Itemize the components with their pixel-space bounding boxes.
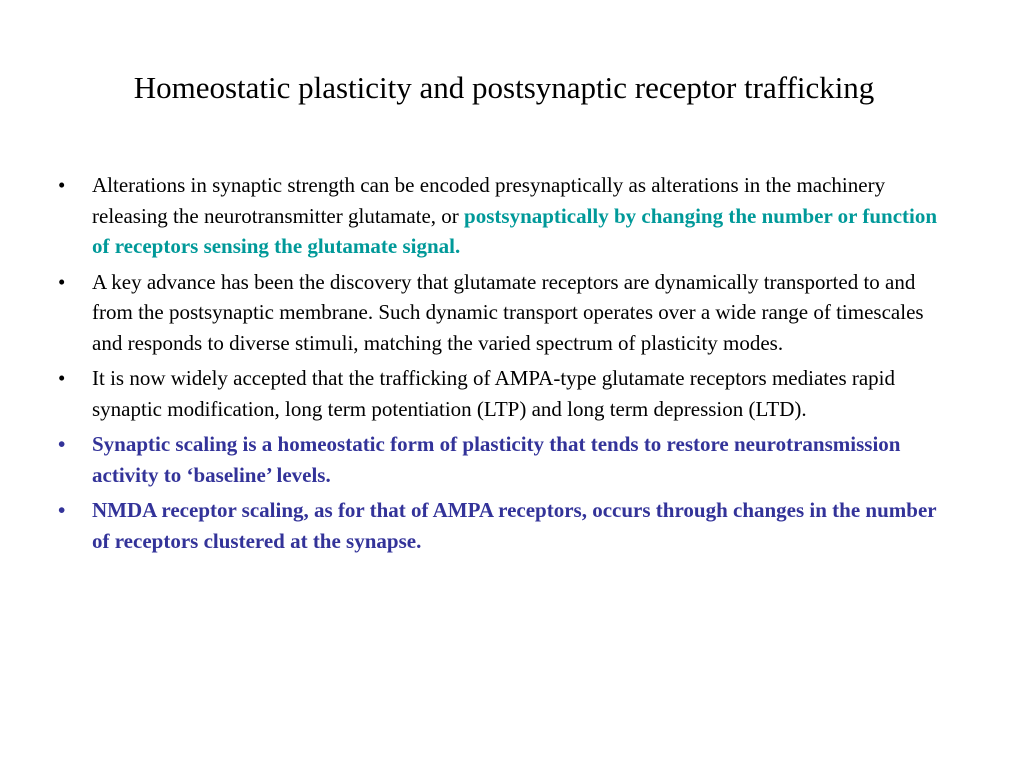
bullet-marker: •: [58, 432, 66, 456]
slide-title: Homeostatic plasticity and postsynaptic receptor trafficking: [133, 70, 875, 105]
bullet-text: Alterations in synaptic strength can be encoded presynaptically as alterations in the machinery releasing the neurotransmitter glutamate, or: [92, 173, 886, 228]
bullet-text: NMDA receptor scaling, as for that of AMPA receptors, occurs through changes in the number of receptors clustered at the synapse.: [92, 498, 937, 553]
bullet-text: It is now widely accepted that the trafficking of AMPA-type glutamate receptors mediates rapid synaptic modification, long term potentiation (LTP) and long term depression (LTD).: [92, 366, 896, 421]
bullet-marker: •: [58, 173, 66, 197]
bullet-item-5: [58, 495, 938, 556]
bullet-text: A key advance has been the discovery that glutamate receptors are dynamically transported to and from the postsynaptic membrane. Such dynamic transport operates over a wide range of timescales and responds to diverse stimuli, matching the varied spectrum of plasticity modes.: [92, 269, 924, 355]
bullet-item-1: [58, 170, 938, 262]
bullet-item-3: [58, 363, 938, 424]
bullet-item-4: [58, 429, 938, 490]
bullet-highlight-text: postsynaptically by changing the number or function of receptors sensing the glutamate signal.: [92, 203, 938, 258]
bullet-text: Synaptic scaling is a homeostatic form of plasticity that tends to restore neurotransmission activity to ‘baseline’ levels.: [92, 432, 901, 487]
bullet-list: [58, 170, 938, 561]
bullet-marker: •: [58, 498, 66, 522]
bullet-marker: •: [58, 269, 66, 294]
bullet-marker: •: [58, 366, 66, 390]
bullet-item-2: [58, 267, 938, 359]
